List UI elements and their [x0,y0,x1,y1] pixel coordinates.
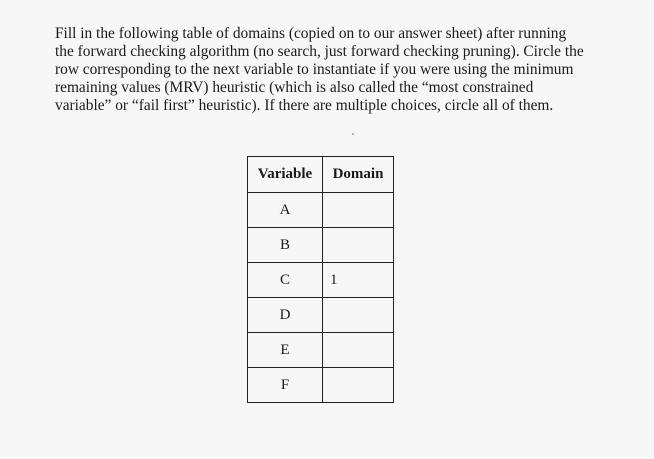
variable-cell: F [248,368,323,403]
table-header-row [248,157,394,193]
domain-cell[interactable] [323,193,394,228]
variable-column-header: Variable [248,157,323,193]
domain-cell[interactable] [323,333,394,368]
instructions-line: remaining values (MRV) heuristic (which is also called the “most constrained [55,79,534,96]
scan-speck [352,133,354,135]
variable-cell: E [248,333,323,368]
domain-table [247,156,394,403]
instructions-paragraph [55,25,615,115]
instructions-line: row corresponding to the next variable to instantiate if you were using the minimum [55,61,574,78]
domain-column-header: Domain [323,157,394,193]
table-row [248,193,394,228]
table-row [248,228,394,263]
domain-cell[interactable]: 1 [323,263,394,298]
table-row [248,263,394,298]
variable-cell: C [248,263,323,298]
domain-cell[interactable] [323,368,394,403]
domain-cell[interactable] [323,298,394,333]
variable-cell: B [248,228,323,263]
table-row [248,333,394,368]
variable-cell: A [248,193,323,228]
variable-cell: D [248,298,323,333]
table-row [248,298,394,333]
instructions-line: the forward checking algorithm (no search, just forward checking pruning). Circle the [55,43,584,60]
domain-cell[interactable] [323,228,394,263]
instructions-line: variable” or “fail first” heuristic). If there are multiple choices, circle all of them. [55,97,554,114]
instructions-line: Fill in the following table of domains (copied on to our answer sheet) after running [55,25,567,42]
table-row [248,368,394,403]
